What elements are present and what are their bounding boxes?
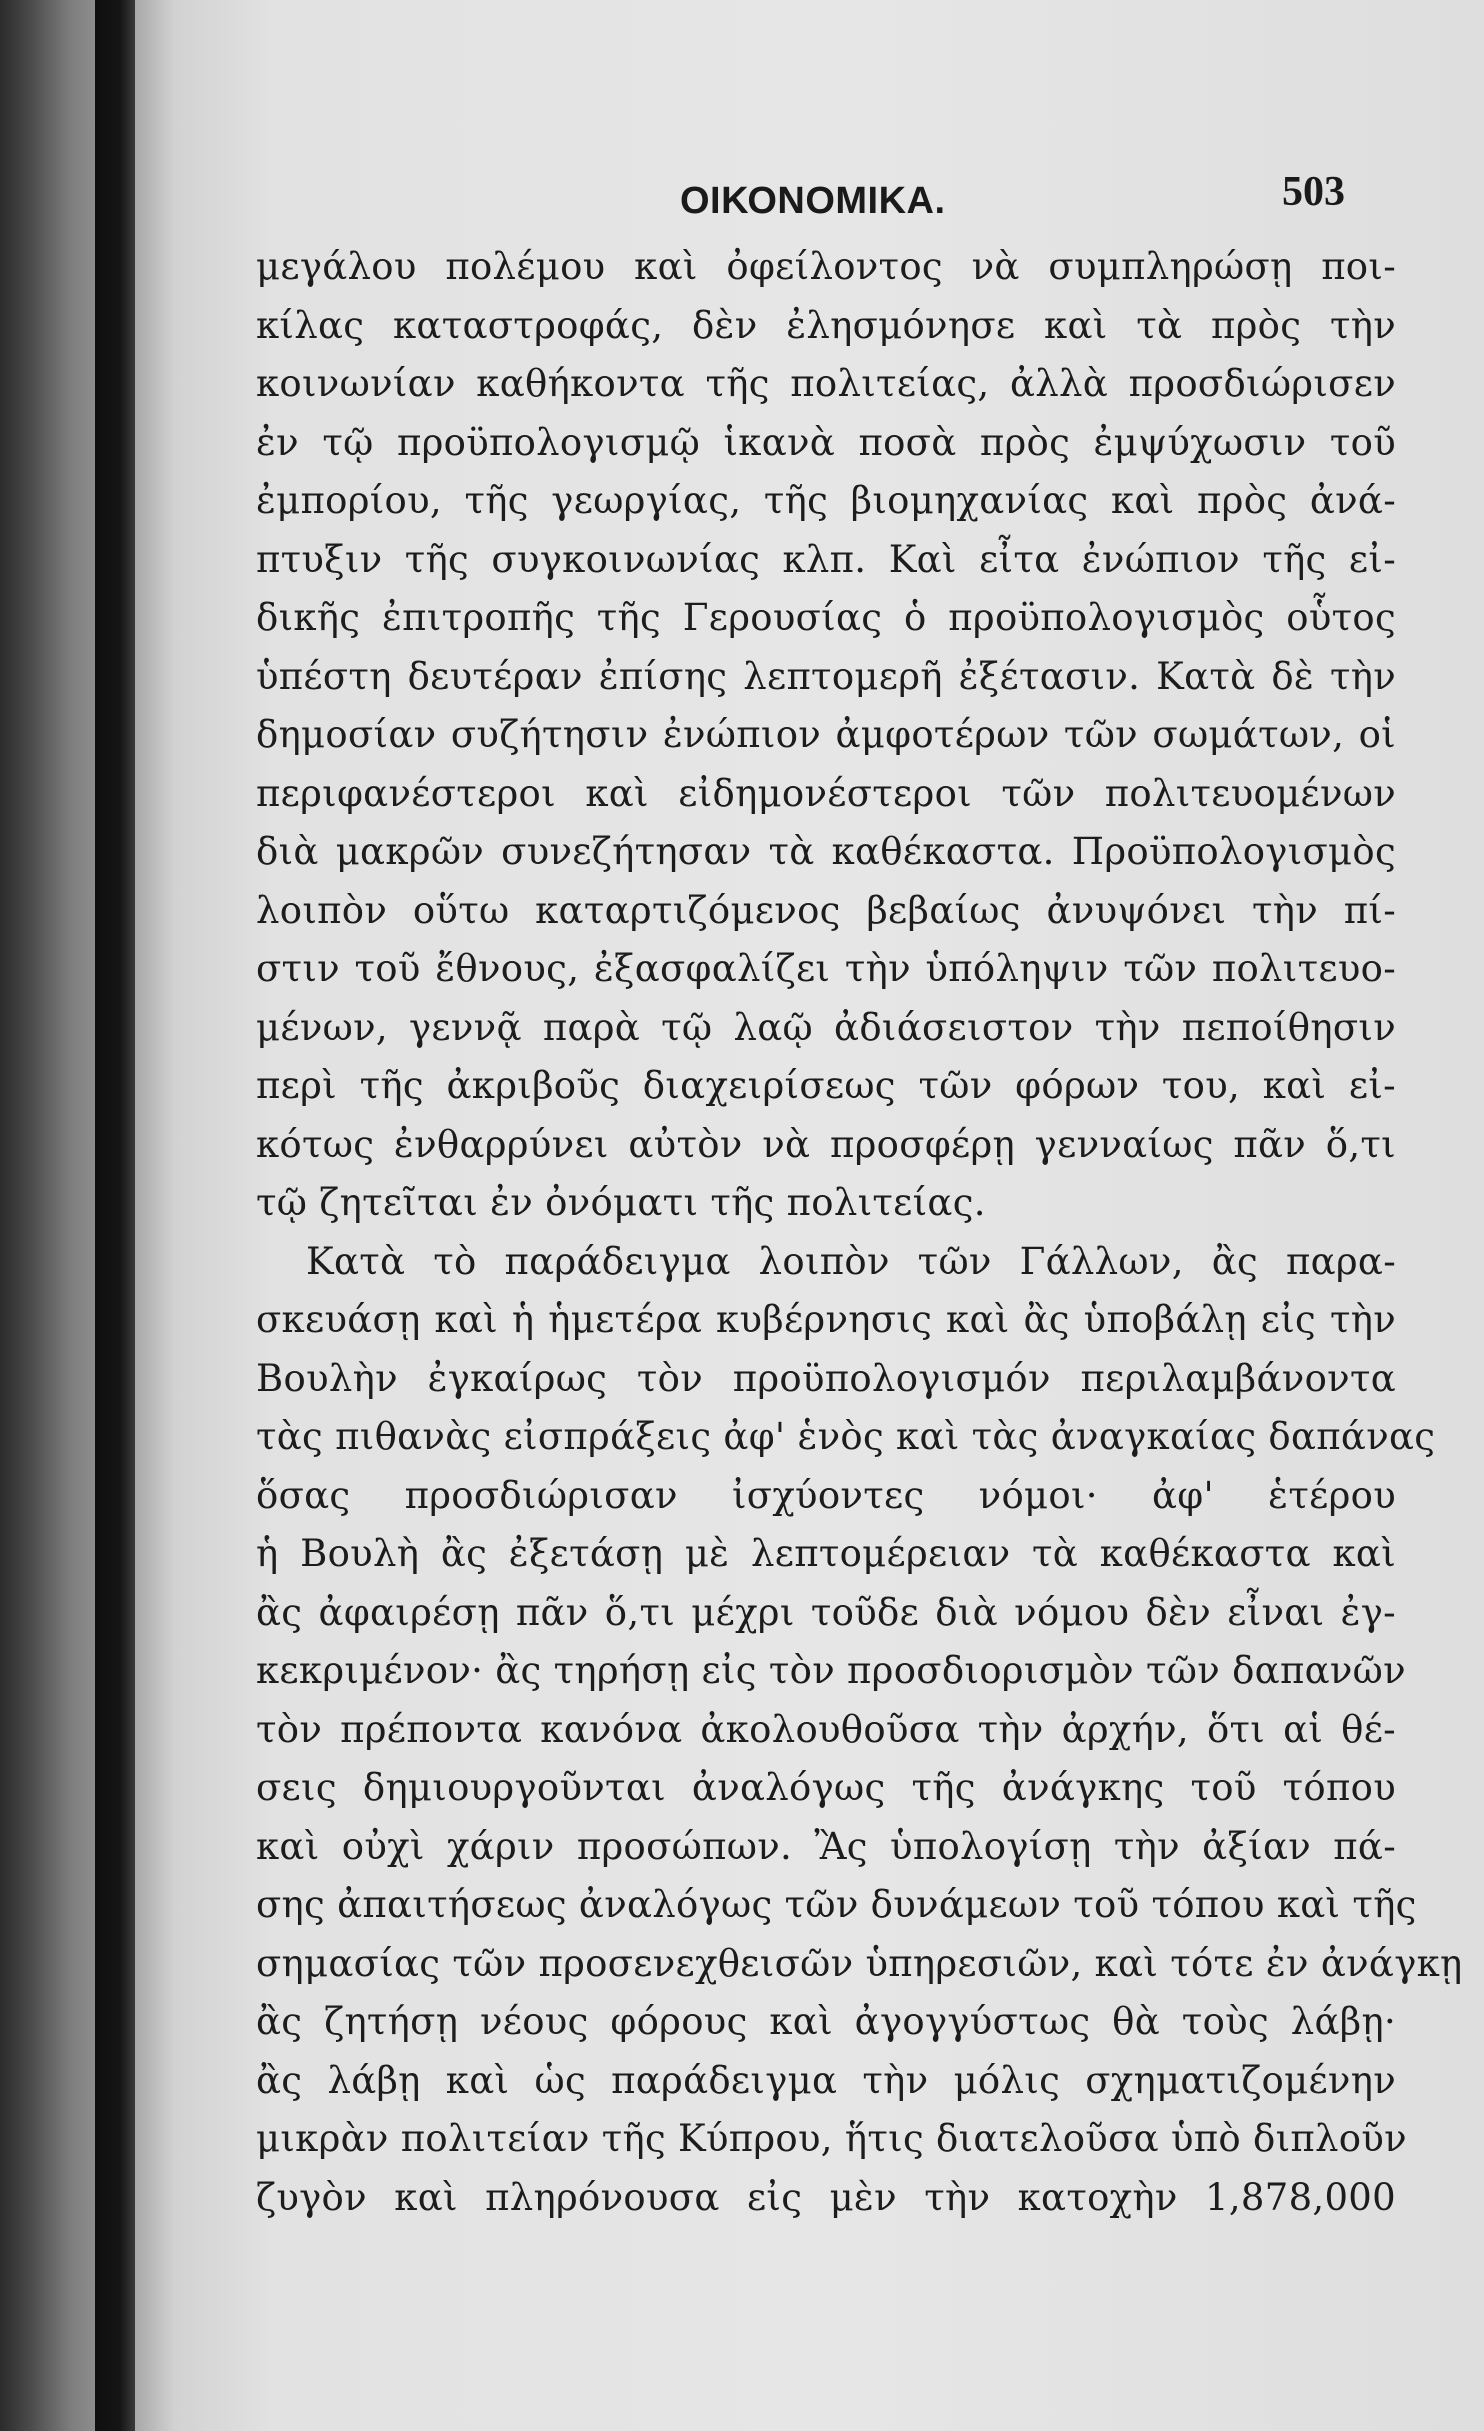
text-line: δικῆς ἐπιτροπῆς τῆς Γερουσίας ὁ προϋπολογισμὸς οὗτος	[256, 596, 1396, 639]
page-number: 503	[1282, 169, 1345, 215]
text-line: πτυξιν τῆς συγκοινωνίας κλπ. Καὶ εἶτα ἐνώπιον τῆς εἰ-	[256, 537, 1396, 581]
running-head	[545, 168, 1345, 238]
body-text	[256, 238, 1463, 2227]
text-line: ἐν τῷ προϋπολογισμῷ ἱκανὰ ποσὰ πρὸς ἐμψύχωσιν τοῦ	[256, 420, 1396, 464]
text-line: σης ἀπαιτήσεως ἀναλόγως τῶν δυνάμεων τοῦ τόπου καὶ τῆς	[256, 1883, 1417, 1926]
text-line: σημασίας τῶν προσενεχθεισῶν ὑπηρεσιῶν, καὶ τότε ἐν ἀνάγκῃ	[256, 1941, 1463, 1985]
text-line: ὅσας προσδιώρισαν ἰσχύοντες νόμοι· ἀφ' ἑτέρου	[256, 1473, 1396, 1517]
scan-background	[0, 0, 95, 2431]
text-line: λοιπὸν οὕτω καταρτιζόμενος βεβαίως ἀνυψόνει τὴν πί-	[256, 888, 1396, 932]
text-line: περὶ τῆς ἀκριβοῦς διαχειρίσεως τῶν φόρων του, καὶ εἰ-	[256, 1064, 1396, 1107]
text-line: σεις δημιουργοῦνται ἀναλόγως τῆς ἀνάγκης τοῦ τόπου	[256, 1766, 1396, 1809]
text-line: τὰς πιθανὰς εἰσπράξεις ἀφ' ἑνὸς καὶ τὰς ἀναγκαίας δαπάνας	[256, 1415, 1436, 1458]
text-line: κεκριμένον· ἂς τηρήσῃ εἰς τὸν προσδιορισμὸν τῶν δαπανῶν	[256, 1649, 1406, 1692]
text-line: κότως ἐνθαρρύνει αὐτὸν νὰ προσφέρῃ γενναίως πᾶν ὅ,τι	[256, 1122, 1396, 1166]
paragraph-end-line: τῷ ζητεῖται ἐν ὀνόματι τῆς πολιτείας.	[256, 1181, 986, 1224]
text-line: ζυγὸν καὶ πληρόνουσα εἰς μὲν τὴν κατοχὴν 1,878,000	[256, 2175, 1396, 2219]
paragraph-start-line: Κατὰ τὸ παράδειγμα λοιπὸν τῶν Γάλλων, ἂς παρα-	[306, 1239, 1396, 1283]
text-line: περιφανέστεροι καὶ εἰδημονέστεροι τῶν πολιτευομένων	[256, 771, 1396, 815]
text-line: δημοσίαν συζήτησιν ἐνώπιον ἀμφοτέρων τῶν σωμάτων, οἱ	[256, 713, 1396, 756]
text-line: στιν τοῦ ἔθνους, ἐξασφαλίζει τὴν ὑπόληψιν τῶν πολιτευο-	[256, 947, 1396, 990]
page-title: ΟΙΚΟΝΟΜΙΚΑ.	[680, 180, 946, 222]
text-line: μικρὰν πολιτείαν τῆς Κύπρου, ἥτις διατελοῦσα ὑπὸ διπλοῦν	[256, 2117, 1407, 2160]
text-line: κίλας καταστροφάς, δὲν ἐλησμόνησε καὶ τὰ πρὸς τὴν	[256, 303, 1396, 347]
text-line: καὶ οὐχὶ χάριν προσώπων. Ἂς ὑπολογίσῃ τὴν ἀξίαν πά-	[256, 1824, 1396, 1868]
text-line: ἐμπορίου, τῆς γεωργίας, τῆς βιομηχανίας καὶ πρὸς ἀνά-	[256, 479, 1396, 522]
text-line: ἂς λάβῃ καὶ ὡς παράδειγμα τὴν μόλις σχηματιζομένην	[256, 2058, 1396, 2102]
text-line: κοινωνίαν καθήκοντα τῆς πολιτείας, ἀλλὰ προσδιώρισεν	[256, 362, 1396, 405]
text-line: ἂς ζητήσῃ νέους φόρους καὶ ἀγογγύστως θὰ τοὺς λάβῃ·	[256, 2000, 1396, 2043]
text-line: σκευάσῃ καὶ ἡ ἡμετέρα κυβέρνησις καὶ ἂς ὑποβάλῃ εἰς τὴν	[256, 1298, 1396, 1341]
text-line: Βουλὴν ἐγκαίρως τὸν προϋπολογισμόν περιλαμβάνοντα	[256, 1356, 1396, 1400]
text-line: ὑπέστη δευτέραν ἐπίσης λεπτομερῆ ἐξέτασιν. Κατὰ δὲ τὴν	[256, 654, 1396, 698]
book-gutter	[95, 0, 135, 2431]
text-line: τὸν πρέποντα κανόνα ἀκολουθοῦσα τὴν ἀρχήν, ὅτι αἱ θέ-	[256, 1707, 1396, 1751]
text-line: μεγάλου πολέμου καὶ ὀφείλοντος νὰ συμπληρώσῃ ποι-	[256, 245, 1396, 288]
text-line: μένων, γεννᾷ παρὰ τῷ λαῷ ἀδιάσειστον τὴν πεποίθησιν	[256, 1005, 1396, 1049]
text-line: ἂς ἀφαιρέσῃ πᾶν ὅ,τι μέχρι τοῦδε διὰ νόμου δὲν εἶναι ἐγ-	[256, 1590, 1396, 1634]
text-line: διὰ μακρῶν συνεζήτησαν τὰ καθέκαστα. Προϋπολογισμὸς	[256, 830, 1396, 873]
text-line: ἡ Βουλὴ ἂς ἐξετάσῃ μὲ λεπτομέρειαν τὰ καθέκαστα καὶ	[256, 1532, 1396, 1575]
